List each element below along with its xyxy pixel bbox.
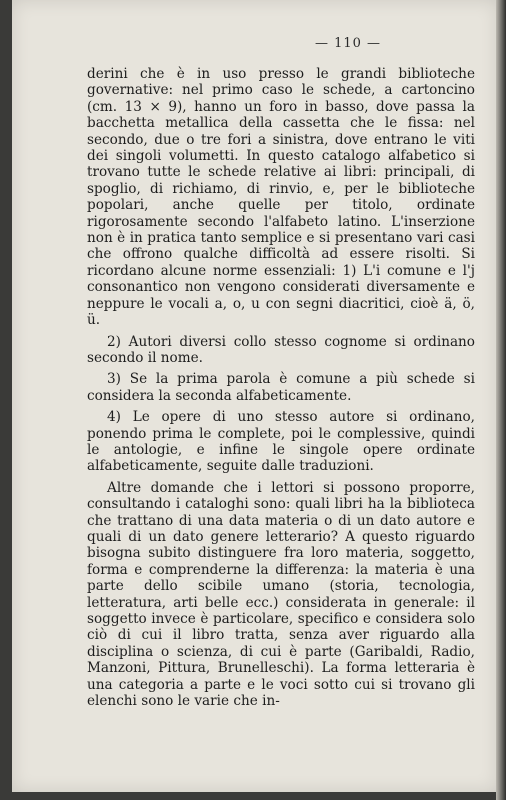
paragraph: 4) Le opere di uno stesso autore si ordinano, ponendo prima le complete, poi le complessive, quindi le antologie, e infine le singole opere ordinate alfabeticamente, seguite dalle traduzioni. <box>87 409 475 475</box>
body-text <box>87 66 475 709</box>
paragraph: 3) Se la prima parola è comune a più schede si considera la seconda alfabeticamente. <box>87 371 475 404</box>
page-number: — 110 — <box>314 36 382 51</box>
paragraph: 2) Autori diversi collo stesso cognome si ordinano secondo il nome. <box>87 333 475 366</box>
book-spine-shadow <box>496 0 506 800</box>
paragraph: Altre domande che i lettori si possono proporre, consultando i cataloghi sono: quali libri ha la biblioteca che trattano di una data materia o di un dato autore e quali di un dato genere letterario? A questo riguardo bisogna subito distinguere fra loro materia, soggetto, forma e comprenderne la differenza: la materia è una parte dello scibile umano (storia, tecnologia, letteratura, arti belle ecc.) considerata in generale: il soggetto invece è particolare, specifico e considera solo ciò di cui il libro tratta, senza aver riguardo alla disciplina o scienza, di cui è parte (Garibaldi, Radio, Manzoni, Pittura, Brunelleschi). La forma letteraria è una categoria a parte e le voci sotto cui si trovano gli elenchi sono le varie che in- <box>87 479 475 710</box>
paragraph: derini che è in uso presso le grandi biblioteche governative: nel primo caso le schede, a cartoncino (cm. 13 × 9), hanno un foro in basso, dove passa la bacchetta metallica della cassetta che le fissa: nel secondo, due o tre fori a sinistra, dove entrano le viti dei singoli volumetti. In questo catalogo alfabetico si trovano tutte le schede relative ai libri: principali, di spoglio, di richiamo, di rinvio, e, per le biblioteche popolari, anche quelle per titolo, ordinate rigorosamente secondo l'alfabeto latino. L'inserzione non è in pratica tanto semplice e si presentano vari casi che offrono qualche difficoltà ad essere risolti. Si ricordano alcune norme essenziali: 1) L'i comune e l'j consonantico non vengono considerati diversamente e neppure le vocali a, o, u con segni diacritici, cioè ä, ö, ü. <box>87 66 475 329</box>
book-page <box>12 0 498 792</box>
page-header <box>12 36 498 51</box>
